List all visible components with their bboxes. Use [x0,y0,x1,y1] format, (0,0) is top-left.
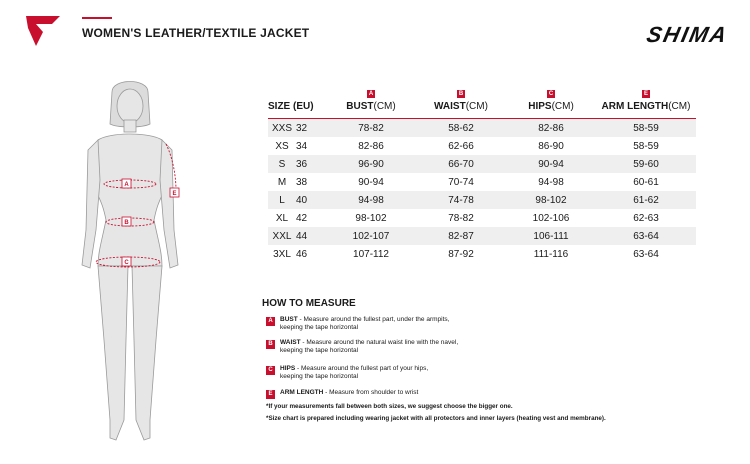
measure-item-arm-length: E ARM LENGTH - Measure from shoulder to wrist [266,389,626,397]
title-accent-line [82,17,112,19]
table-row: XXL 44 102-107 82-87 106-111 63-64 [268,227,696,245]
table-row: S 36 96-90 66-70 90-94 59-60 [268,155,696,173]
table-header-row [268,90,696,119]
table-row: 3XL 46 107-112 87-92 111-116 63-64 [273,248,659,260]
brand-wordmark: SHIMA [644,22,731,47]
bust-badge: A [266,317,275,326]
table-row: XXS 32 78-82 58-62 82-86 58-59 [268,119,696,138]
hips-badge: C [266,366,275,375]
col-size-header: SIZE (EU) [268,101,314,112]
waist-badge: B [266,340,275,349]
page-title: WOMEN'S LEATHER/TEXTILE JACKET [82,26,310,40]
table-row: XL 42 98-102 78-82 102-106 62-63 [275,212,659,224]
col-bust-header: A BUST(CM) [346,91,396,112]
figure-marker-c: C [124,260,129,266]
figure-marker-a: A [124,182,129,188]
measure-item-hips: C HIPS - Measure around the fullest part of your hips, keeping the tape horizontal [266,365,626,381]
body-figure [70,80,190,450]
table-row: XS 34 82-86 62-66 86-90 58-59 [275,140,659,152]
col-waist-header: B WAIST(CM) [434,91,488,112]
table-row: M 38 90-94 70-74 94-98 60-61 [277,176,659,188]
shima-logo-icon [26,16,60,46]
arm-badge: E [643,91,648,97]
how-to-measure-title: HOW TO MEASURE [262,298,356,309]
size-table [268,90,696,263]
table-row: L 40 94-98 74-78 98-102 61-62 [268,191,696,209]
measure-item-bust: A BUST - Measure around the fullest part, under the armpits, keeping the tape horizontal [266,316,626,332]
figure-marker-e: E [172,191,177,197]
figure-marker-b: B [124,220,129,226]
hips-badge: C [548,91,554,97]
measure-item-waist: B WAIST - Measure around the natural waist line with the navel, keeping the tape horizontal [266,339,626,355]
arm-badge: E [266,390,275,399]
bust-badge: A [368,91,374,97]
note-between-sizes: *If your measurements fall between both sizes, we suggest choose the bigger one. [266,403,513,410]
waist-badge: B [458,91,464,97]
note-size-chart: *Size chart is prepared including wearing jacket with all protectors and inner layers (heating vest and membrane). [266,415,606,422]
col-arm-header: E ARM LENGTH(CM) [601,91,691,112]
col-hips-header: C HIPS(CM) [528,91,574,112]
